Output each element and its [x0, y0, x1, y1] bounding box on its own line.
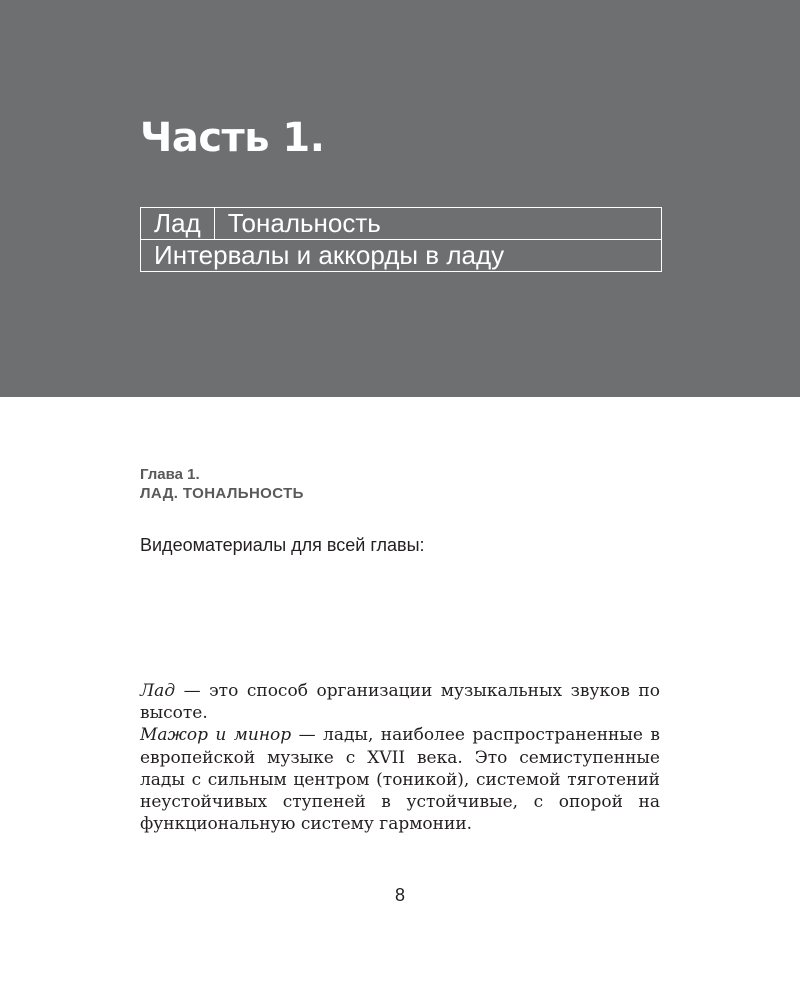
- contents-row: [141, 239, 661, 271]
- part-contents-box: [140, 207, 662, 272]
- body-text: [140, 680, 660, 835]
- page-number: 8: [394, 885, 405, 905]
- chapter-number: Глава 1.: [140, 466, 200, 483]
- contents-item-tonality: Тональность: [227, 208, 381, 238]
- video-materials-label: Видеоматериалы для всей главы:: [140, 535, 425, 555]
- term-lad: Лад: [140, 681, 176, 701]
- contents-row: [141, 208, 661, 239]
- part-header-band: [0, 0, 800, 397]
- definition-text: — лады, наиболее распространенные в европейской музыке с XVII века. Это семиступенные лады с сильным центром (тоникой), системой тяготений неустойчивых ступеней в устойчивые, с опорой на функциональную систему гармонии.: [140, 725, 660, 835]
- definition-paragraph: [140, 724, 660, 835]
- contents-item-lad: Лад: [141, 208, 215, 239]
- part-title: Часть 1.: [140, 115, 325, 161]
- definition-text: — это способ организации музыкальных звуков по высоте.: [140, 681, 660, 724]
- definition-paragraph: [140, 680, 660, 724]
- term-major-minor: Мажор и минор: [140, 725, 292, 746]
- contents-item-intervals: Интервалы и аккорды в ладу: [154, 240, 505, 270]
- chapter-title: ЛАД. ТОНАЛЬНОСТЬ: [140, 485, 304, 502]
